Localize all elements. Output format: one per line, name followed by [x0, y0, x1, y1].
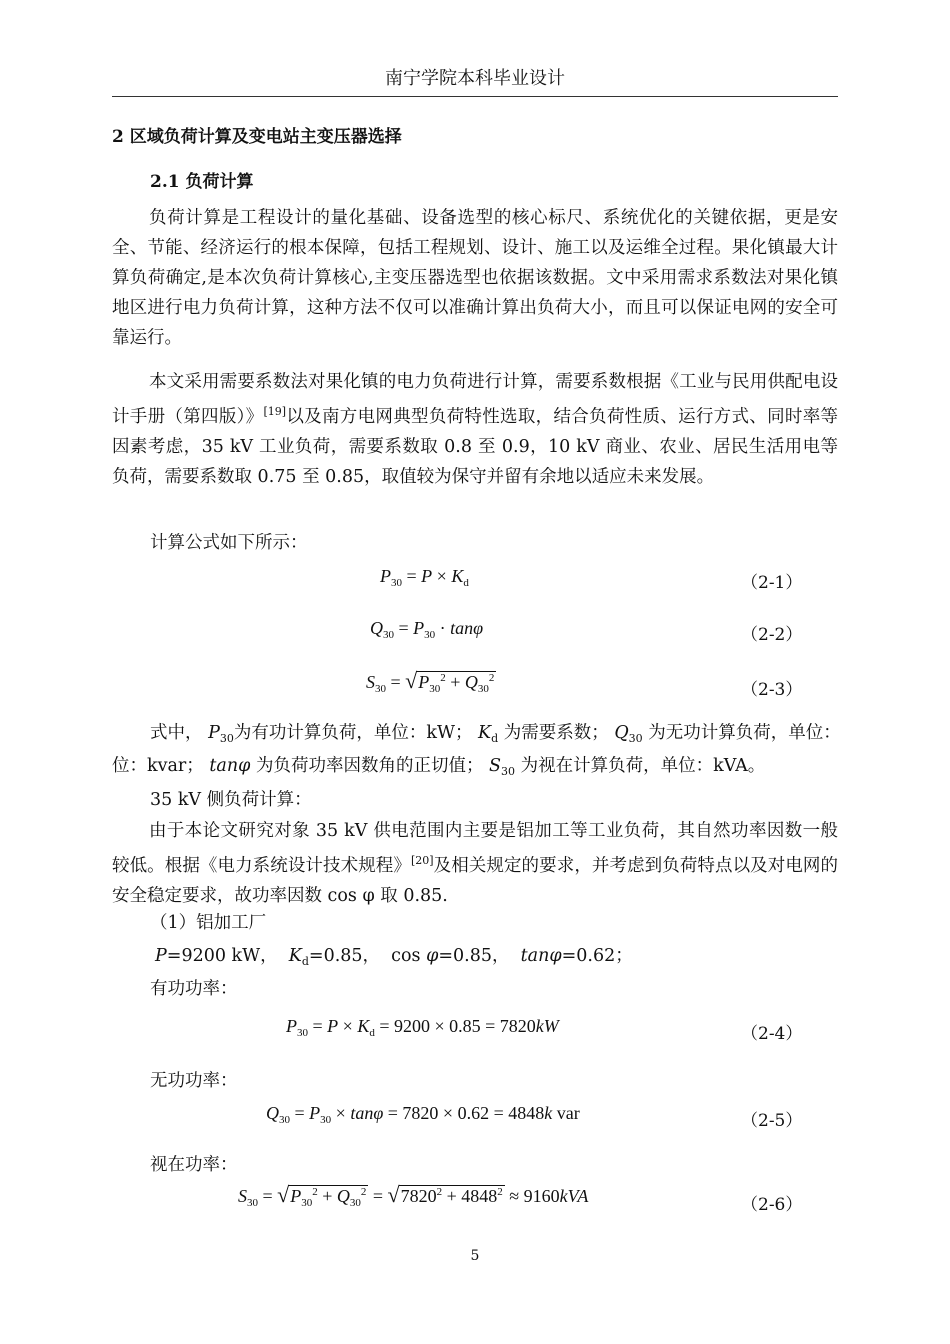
equation-2-5: $Q_{30} = P_{30} \times \tan\varphi = 7820 \times 0.62 = 4848k$ var: [266, 1103, 580, 1126]
apparent-power-label: 视在功率：: [150, 1155, 238, 1175]
parameter-line: P=9200 kW， $K_d=0.85$， cos φ=0.85， tanφ=0.62；: [155, 946, 633, 968]
equation-2-4: $P_{30} = P \times K_d = 9200 \times 0.85 = 7820kW$: [286, 1016, 559, 1039]
equation-number: （2-6）: [741, 1195, 803, 1215]
reactive-power-label: 无功功率：: [150, 1071, 238, 1091]
equation-2-6: $S_{30} = √P_{30}^2 + Q_{30}^2 = √7820^2 + 4848^2 \approx 9160kVA$: [238, 1182, 589, 1209]
page-header: 南宁学院本科毕业设计: [112, 62, 838, 97]
item-heading: （1）铝加工厂: [150, 913, 267, 933]
equation-2-2: $Q_{30} = P_{30} \cdot \tan\varphi$: [370, 618, 484, 641]
equation-number: （2-1）: [741, 573, 803, 593]
symbol-definitions-1: 式中， $P_{30}$为有功计算负荷，单位：kW； $K_d$ 为需要系数； $Q_{30}$ 为无功计算负荷，单位：: [150, 723, 841, 745]
paragraph-2: 本文采用需要系数法对果化镇的电力负荷进行计算，需要系数根据《工业与民用供配电设计手册（第四版）》[19]以及南方电网典型负荷特性选取，结合负荷性质、运行方式、同时率等因素考虑，35 kV 工业负荷，需要系数取 0.8 至 0.9，10 kV 商业、农业、居民生活用电等负荷，需要系数取 0.75 至 0.85，取值较为保守并留有余地以适应未来发展。: [112, 372, 838, 487]
subsection-heading: 2.1 负荷计算: [150, 172, 254, 192]
equation-number: （2-4）: [741, 1024, 803, 1044]
equation-number: （2-3）: [741, 680, 803, 700]
paragraph-1: 负荷计算是工程设计的量化基础、设备选型的核心标尺、系统优化的关键依据，更是安全、节能、经济运行的根本保障，包括工程规划、设计、施工以及运维全过程。果化镇最大计算负荷确定,是本次负荷计算核心,主变压器选型也依据该数据。文中采用需求系数法对果化镇地区进行电力负荷计算，这种方法不仅可以准确计算出负荷大小，而且可以保证电网的安全可靠运行。: [112, 208, 838, 348]
equation-number: （2-2）: [741, 625, 803, 645]
formula-intro: 计算公式如下所示：: [150, 533, 308, 553]
paragraph-3: 由于本论文研究对象 35 kV 供电范围内主要是铝加工等工业负荷，其自然功率因数一般较低。根据《电力系统设计技术规程》[20]及相关规定的要求，并考虑到负荷特点以及对电网的安全稳定要求，故功率因数 cos φ 取 0.85.: [112, 821, 839, 906]
page-number: 5: [470, 1248, 480, 1264]
section-heading: 2 区域负荷计算及变电站主变压器选择: [112, 127, 402, 147]
active-power-label: 有功功率：: [150, 979, 238, 999]
equation-2-1: $P_{30} = P \times K_d$: [380, 566, 469, 589]
equation-number: （2-5）: [741, 1111, 803, 1131]
equation-2-3: $S_{30} = √P_{30}^2 + Q_{30}^2$: [366, 668, 495, 695]
symbol-definitions-2: 位：kvar； tanφ 为负荷功率因数角的正切值； $S_{30}$ 为视在计算负荷，单位：kVA。: [112, 756, 766, 778]
side-title: 35 kV 侧负荷计算：: [150, 790, 312, 810]
